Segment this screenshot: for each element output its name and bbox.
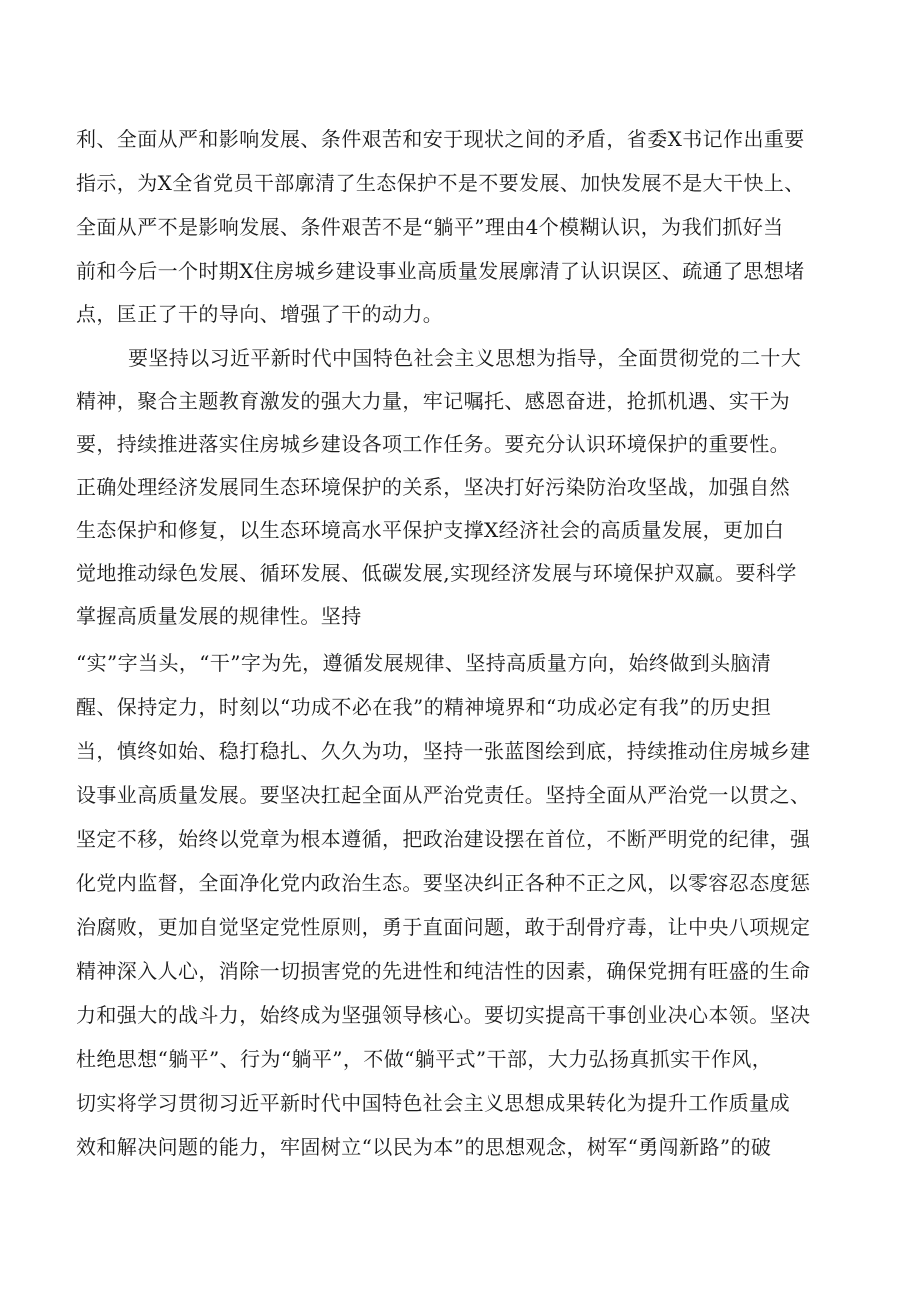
text-line: 设事业高质量发展。要坚决扛起全面从严治党责任。坚持全面从严治党一以贯之、 xyxy=(76,783,811,807)
text-line: 全面从严不是影响发展、条件艰苦不是“躺平”理由4个模糊认识，为我们抓好当 xyxy=(76,215,784,239)
text-line: 要，持续推进落实住房城乡建设各项工作任务。要充分认识环境保护的重要性。 xyxy=(76,432,790,456)
text-line: 效和解决问题的能力，牢固树立“以民为本”的思想观念，树军“勇闯新路”的破 xyxy=(76,1135,772,1159)
text-line: 化党内监督，全面净化党内政治生态。要坚决纠正各种不正之风，以零容忍态度惩 xyxy=(76,871,811,895)
text-line: 治腐败，更加自觉坚定党性原则，勇于直面问题，敢于刮骨疗毒，让中央八项规定 xyxy=(76,915,811,939)
text-line: “实”字当头，“干”字为先，遵循发展规律、坚持高质量方向，始终做到头脑清 xyxy=(76,651,772,675)
text-line: 醒、保持定力，时刻以“功成不必在我”的精神境界和“功成必定有我”的历史担 xyxy=(76,695,772,719)
text-line: 精神，聚合主题教育激发的强大力量，牢记嘱托、感恩奋进，抢抓机遇、实干为 xyxy=(76,389,790,413)
text-line: 力和强大的战斗力，始终成为坚强领导核心。要切实提高干事创业决心本领。坚决 xyxy=(76,1003,811,1027)
text-line: 利、全面从严和影响发展、条件艰苦和安于现状之间的矛盾，省委X书记作出重要 xyxy=(76,127,805,151)
text-line: 点，匡正了干的导向、增强了干的动力。 xyxy=(76,302,444,326)
text-line: 切实将学习贯彻习近平新时代中国特色社会主义思想成果转化为提升工作质量成 xyxy=(76,1091,790,1115)
text-line: 掌握高质量发展的规律性。坚持 xyxy=(76,604,362,628)
text-line: 杜绝思想“躺平”、行为“躺平”，不做“躺平式”干部，大力弘扬真抓实干作风， xyxy=(76,1047,773,1071)
text-line: 当，慎终如始、稳打稳扎、久久为功，坚持一张蓝图绘到底，持续推动住房城乡建 xyxy=(76,739,811,763)
text-line: 前和今后一个时期X住房城乡建设事业高质量发展廓清了认识误区、疏通了思想堵 xyxy=(76,259,805,283)
text-line: 指示，为X全省党员干部廓清了生态保护不是不要发展、加快发展不是大干快上、 xyxy=(76,171,805,195)
text-line: 正确处理经济发展同生态环境保护的关系，坚决打好污染防治攻坚战，加强自然 xyxy=(76,475,790,499)
text-line: 生态保护和修复，以生态环境高水平保护支撑X经济社会的高质量发展，更加白 xyxy=(76,518,785,542)
text-line: 觉地推动绿色发展、循环发展、低碳发展,实现经济发展与环境保护双赢。要科学 xyxy=(76,561,797,585)
paragraph-first-line: 要坚持以习近平新时代中国特色社会主义思想为指导，全面贯彻党的二十大 xyxy=(128,346,802,370)
text-line: 精神深入人心，消除一切损害党的先进性和纯洁性的因素，确保党拥有旺盛的生命 xyxy=(76,959,811,983)
text-line: 坚定不移，始终以党章为根本遵循，把政治建设摆在首位，不断严明党的纪律，强 xyxy=(76,827,811,851)
